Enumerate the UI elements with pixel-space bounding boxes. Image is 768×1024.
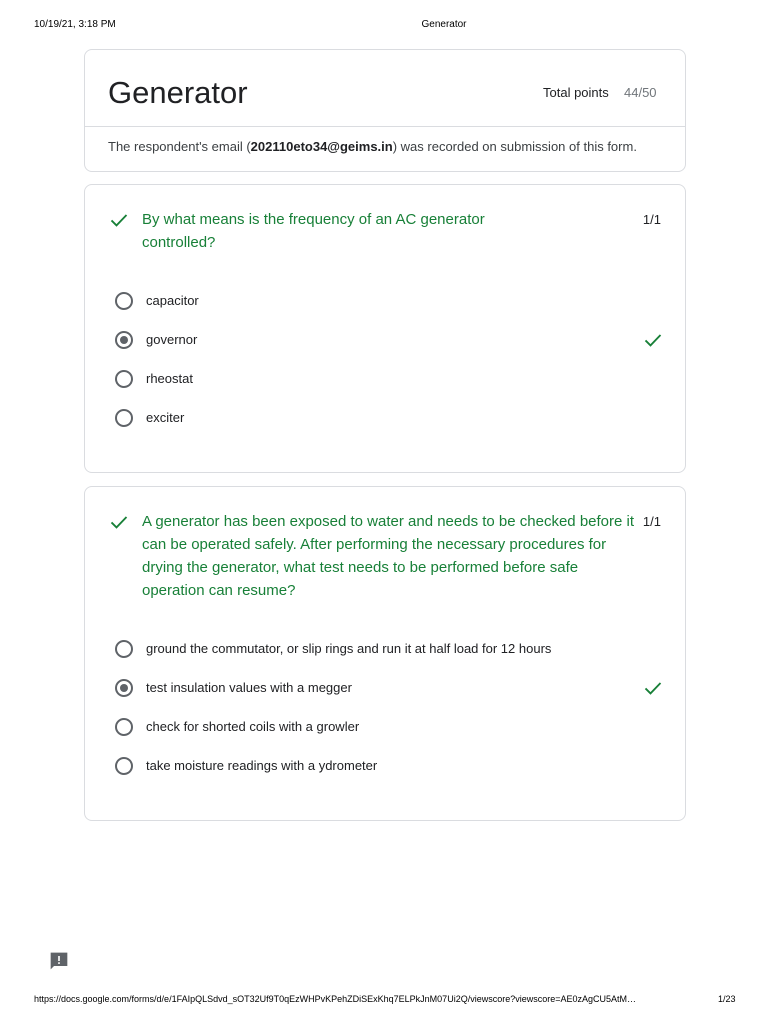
check-icon — [643, 678, 663, 698]
print-page-number: 1/23 — [718, 994, 736, 1004]
email-prefix: The respondent's email ( — [108, 139, 251, 154]
option-label: capacitor — [146, 293, 199, 308]
option-check-shorted-coils[interactable] — [115, 718, 663, 740]
option-label: test insulation values with a megger — [146, 680, 352, 695]
radio-button[interactable] — [115, 292, 133, 310]
form-title: Generator — [108, 75, 248, 110]
print-datetime: 10/19/21, 3:18 PM — [34, 19, 116, 30]
check-icon — [109, 210, 129, 230]
radio-button[interactable] — [115, 757, 133, 775]
option-label: rheostat — [146, 371, 193, 386]
print-footer-url: https://docs.google.com/forms/d/e/1FAIpQLSdvd_sOT32Uf9T0qEzWHPvKPehZDiSExKhq7ELPkJnM07Ui2Q/viewscore?viewscore=AE0zAgCU5AtM… — [34, 994, 637, 1004]
option-label: governor — [146, 332, 198, 347]
print-title: Generator — [421, 19, 467, 30]
question-points: 1/1 — [642, 212, 661, 227]
radio-button[interactable] — [115, 370, 133, 388]
question-card-2 — [84, 486, 686, 821]
question-text: A generator has been exposed to water and needs to be checked before it can be operated safely. After performing the necessary procedures for drying the generator, what test needs to be performed before safe operation can resume? — [142, 513, 635, 599]
radio-button-selected[interactable] — [115, 679, 133, 697]
total-points-label: Total points — [543, 85, 609, 100]
question-points: 1/1 — [642, 514, 661, 529]
check-icon — [109, 512, 129, 532]
option-label: take moisture readings with a ydrometer — [146, 758, 378, 773]
question-text: By what means is the frequency of an AC generator controlled? — [142, 211, 485, 251]
option-capacitor[interactable] — [115, 292, 663, 314]
email-notice — [108, 139, 637, 154]
option-exciter[interactable] — [115, 409, 663, 431]
option-ground-commutator[interactable] — [115, 640, 663, 662]
option-rheostat[interactable] — [115, 370, 663, 392]
option-test-insulation[interactable] — [115, 679, 663, 701]
option-label: check for shorted coils with a growler — [146, 719, 360, 734]
radio-button-selected[interactable] — [115, 331, 133, 349]
email-suffix: ) was recorded on submission of this form. — [392, 139, 637, 154]
radio-button[interactable] — [115, 718, 133, 736]
option-governor[interactable] — [115, 331, 663, 353]
respondent-email: 202110eto34@geims.in — [250, 139, 393, 154]
form-header-card — [84, 49, 686, 172]
radio-button[interactable] — [115, 409, 133, 427]
option-label: ground the commutator, or slip rings and run it at half load for 12 hours — [146, 641, 552, 656]
total-points-value: 44/50 — [624, 85, 657, 100]
question-card-1 — [84, 184, 686, 473]
feedback-icon[interactable] — [49, 951, 69, 971]
check-icon — [643, 330, 663, 350]
radio-button[interactable] — [115, 640, 133, 658]
option-moisture-readings[interactable] — [115, 757, 663, 779]
option-label: exciter — [146, 410, 185, 425]
header-divider — [85, 126, 685, 127]
